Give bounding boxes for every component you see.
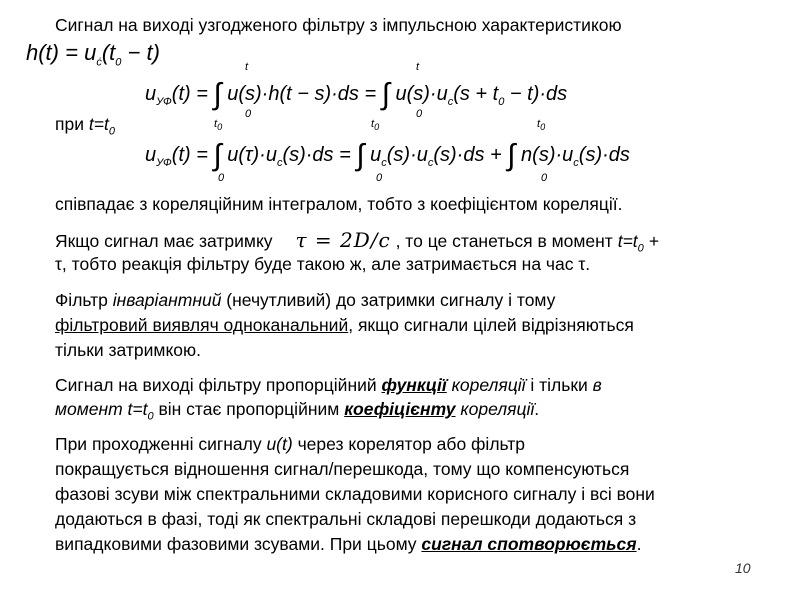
limit-upper-1: t [245,61,249,73]
text-line-1: Сигнал на виході узгодженого фільтру з імпульсною характеристикою [55,15,622,35]
limit-lower-3: 0 [218,172,225,184]
limit-upper-5: $t_0$ [537,118,546,133]
text-line-delay-only: тільки затримкою. [55,340,202,360]
text-line-moment: момент $t=t_0$ він стає пропорційним коефіцієнту кореляції. [55,399,540,423]
text-line-random-phase: випадковими фазовими зсувами. При цьому сигнал спотворюється. [55,534,642,554]
limit-upper-2: t [416,61,420,73]
text-line-passing: При проходженні сигналу u(t) через корелятор або фільтр [55,434,526,454]
text-line-ratio: покращується відношення сигнал/перешкода, тому що компенсуються [55,459,630,479]
limit-upper-3: $t_0$ [214,118,223,133]
limit-upper-4: $t_0$ [371,118,380,133]
text-line-proportional: Сигнал на виході фільтру пропорційний функції кореляції і тільки в [55,375,602,395]
limit-lower-4: 0 [376,172,383,184]
text-line-in-phase: додаються в фазі, тоді як спектральні складові перешкоди додаються з [55,509,637,529]
text-line-tau: τ, тобто реакція фільтру буде такою ж, але затримається на час τ. [55,254,591,274]
text-line-correlation-integral: співпадає з кореляційним інтегралом, тобто з коефіцієнтом кореляції. [55,194,623,214]
limit-lower-2: 0 [416,108,423,120]
equation-2: $u_{УФ}(t)$ = ∫ $u(\tau)\cdot u_c(s)\cdot ds$ = ∫ $u_c(s)\cdot u_c(s)\cdot ds$ + ∫ $n(s)\cdot u_c(s)\cdot ds$ [145,139,630,172]
equation-1: $u_{УФ}(t)$ = ∫ u(s)·h(t − s)·ds = ∫ $u(s)\cdot u_c(s + t_0 - t)\cdot ds$ [145,78,568,111]
page-number: 10 [735,560,751,576]
limit-lower-1: 0 [245,108,252,120]
text-line-phase-shifts: фазові зсуви між спектральними складовими корисного сигналу і всі вони [55,484,655,504]
text-line-delay: Якщо сигнал має затримку τ = 2D/c , то це станеться в момент $t=t_0$ + [55,228,659,255]
text-line-invariant: Фільтр інваріантний (нечутливий) до затримки сигналу і тому [55,290,556,310]
text-line-at-t0: при $t=t_0$ [55,114,115,138]
impulse-response-formula: $h(t) = u_ċ(t_0 - t)$ [26,40,160,69]
text-line-single-channel: фільтровий виявляч одноканальний, якщо сигнали цілей відрізняються [55,315,634,335]
limit-lower-5: 0 [541,172,548,184]
